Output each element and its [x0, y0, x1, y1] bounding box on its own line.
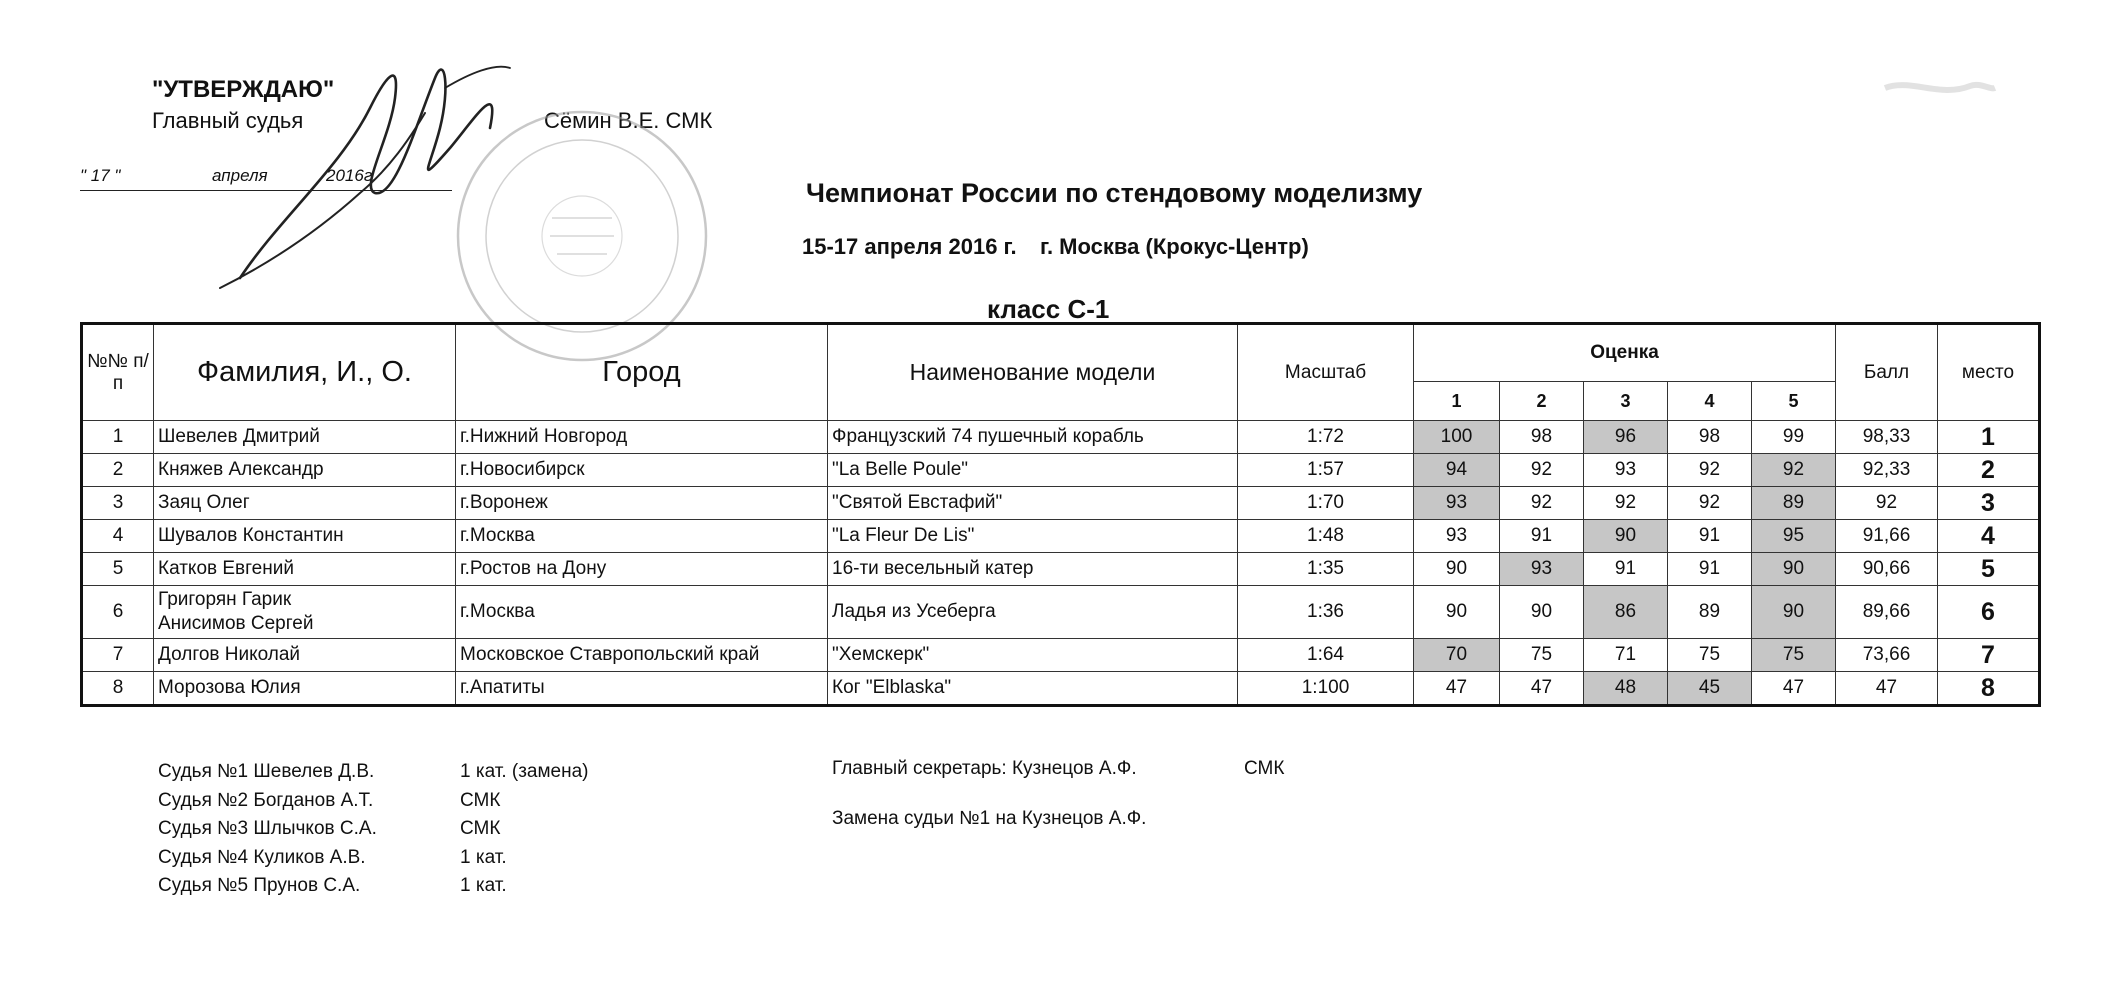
judge-score: 90 — [1584, 520, 1668, 553]
header-score-col: 1 — [1414, 382, 1500, 421]
judge-score: 92 — [1668, 454, 1752, 487]
participant-city: г.Нижний Новгород — [456, 421, 828, 454]
header-name: Фамилия, И., О. — [154, 324, 456, 421]
participant-city: г.Москва — [456, 586, 828, 639]
judge-row — [158, 815, 618, 844]
table-row — [82, 586, 2040, 639]
judge-score: 89 — [1752, 487, 1836, 520]
participant-name — [154, 553, 456, 586]
judge-row — [158, 787, 618, 816]
row-number: 4 — [82, 520, 154, 553]
table-row — [82, 553, 2040, 586]
judge-qualification: 1 кат. — [460, 875, 507, 896]
header-score-col: 5 — [1752, 382, 1836, 421]
signature-icon — [200, 18, 530, 318]
participant-name-line: Шувалов Константин — [158, 525, 344, 546]
header-num: №№ п/п — [82, 324, 154, 421]
judge-score: 92 — [1584, 487, 1668, 520]
participant-name — [154, 520, 456, 553]
model-scale: 1:57 — [1238, 454, 1414, 487]
header-city: Город — [456, 324, 828, 421]
participant-name-line: Катков Евгений — [158, 558, 294, 579]
judge-qualification: СМК — [460, 818, 501, 839]
participant-name — [154, 454, 456, 487]
judge-score: 92 — [1668, 487, 1752, 520]
total-points: 91,66 — [1836, 520, 1938, 553]
total-points: 89,66 — [1836, 586, 1938, 639]
judge-score: 93 — [1414, 520, 1500, 553]
table-row — [82, 487, 2040, 520]
participant-city: г.Новосибирск — [456, 454, 828, 487]
judge-score: 95 — [1752, 520, 1836, 553]
model-name: Французский 74 пушечный корабль — [828, 421, 1238, 454]
total-points: 98,33 — [1836, 421, 1938, 454]
judge-score: 48 — [1584, 672, 1668, 706]
final-place: 6 — [1938, 586, 2040, 639]
judge-score: 93 — [1500, 553, 1584, 586]
judge-score: 47 — [1414, 672, 1500, 706]
row-number: 8 — [82, 672, 154, 706]
total-points: 90,66 — [1836, 553, 1938, 586]
secretary-label: Главный секретарь: Кузнецов А.Ф. — [832, 758, 1137, 779]
event-dates: 15-17 апреля 2016 г. — [802, 234, 1017, 259]
judges-list — [158, 758, 618, 901]
judge-score: 75 — [1668, 639, 1752, 672]
model-scale: 1:35 — [1238, 553, 1414, 586]
participant-name-line: Заяц Олег — [158, 492, 250, 513]
judge-qualification: 1 кат. (замена) — [460, 761, 589, 782]
results-body — [82, 421, 2040, 706]
approval-role: Главный судья — [152, 108, 304, 133]
judge-score: 90 — [1752, 553, 1836, 586]
judge-name: Судья №1 Шевелев Д.В. — [158, 761, 375, 782]
model-scale: 1:48 — [1238, 520, 1414, 553]
judge-score: 93 — [1414, 487, 1500, 520]
judge-score: 90 — [1752, 586, 1836, 639]
model-name: "Святой Евстафий" — [828, 487, 1238, 520]
results-table — [80, 322, 2041, 707]
judge-score: 99 — [1752, 421, 1836, 454]
total-points: 47 — [1836, 672, 1938, 706]
judge-name: Судья №4 Куликов А.В. — [158, 846, 366, 868]
participant-name-line: Шевелев Дмитрий — [158, 426, 320, 447]
participant-city: г.Ростов на Дону — [456, 553, 828, 586]
approval-day: " 17 " — [80, 166, 121, 185]
participant-name — [154, 586, 456, 639]
final-place: 5 — [1938, 553, 2040, 586]
judge-score: 70 — [1414, 639, 1500, 672]
judge-score: 92 — [1500, 454, 1584, 487]
judge-score: 89 — [1668, 586, 1752, 639]
header-scale: Масштаб — [1238, 324, 1414, 421]
judge-score: 90 — [1414, 553, 1500, 586]
participant-name-line: Долгов Николай — [158, 644, 301, 665]
table-row — [82, 421, 2040, 454]
header-score: Оценка — [1414, 324, 1836, 382]
participant-city: Московское Ставропольский край — [456, 639, 828, 672]
participant-name — [154, 672, 456, 706]
judge-score: 47 — [1752, 672, 1836, 706]
table-row — [82, 672, 2040, 706]
total-points: 92,33 — [1836, 454, 1938, 487]
event-city: г. Москва (Крокус-Центр) — [1040, 234, 1309, 259]
row-number: 2 — [82, 454, 154, 487]
judge-score: 75 — [1500, 639, 1584, 672]
judge-name: Судья №3 Шлычков С.А. — [158, 818, 377, 839]
judge-score: 96 — [1584, 421, 1668, 454]
event-title: Чемпионат России по стендовому моделизму — [806, 178, 1423, 208]
model-scale: 1:100 — [1238, 672, 1414, 706]
model-scale: 1:72 — [1238, 421, 1414, 454]
final-place: 8 — [1938, 672, 2040, 706]
final-place: 2 — [1938, 454, 2040, 487]
judge-score: 92 — [1500, 487, 1584, 520]
judge-score: 71 — [1584, 639, 1668, 672]
judge-row — [158, 844, 618, 873]
row-number: 3 — [82, 487, 154, 520]
participant-name-line: Анисимов Сергей — [158, 613, 314, 634]
final-place: 3 — [1938, 487, 2040, 520]
row-number: 6 — [82, 586, 154, 639]
participant-name-line: Морозова Юлия — [158, 677, 301, 698]
participant-name — [154, 487, 456, 520]
participant-city: г.Воронеж — [456, 487, 828, 520]
judge-score: 91 — [1500, 520, 1584, 553]
header-model: Наименование модели — [828, 324, 1238, 421]
participant-city: г.Москва — [456, 520, 828, 553]
participant-name — [154, 639, 456, 672]
header-score-col: 4 — [1668, 382, 1752, 421]
model-name: Ладья из Усеберга — [828, 586, 1238, 639]
judge-score: 86 — [1584, 586, 1668, 639]
judge-score: 92 — [1752, 454, 1836, 487]
final-place: 7 — [1938, 639, 2040, 672]
approval-title: "УТВЕРЖДАЮ" — [152, 76, 335, 103]
model-name: "La Belle Poule" — [828, 454, 1238, 487]
total-points: 92 — [1836, 487, 1938, 520]
judge-score: 91 — [1668, 553, 1752, 586]
approval-month: апреля — [212, 166, 268, 185]
judge-row — [158, 758, 618, 787]
model-scale: 1:70 — [1238, 487, 1414, 520]
model-scale: 1:36 — [1238, 586, 1414, 639]
judge-score: 100 — [1414, 421, 1500, 454]
header-points: Балл — [1836, 324, 1938, 421]
judge-replacement-note: Замена судьи №1 на Кузнецов А.Ф. — [832, 808, 1147, 829]
model-scale: 1:64 — [1238, 639, 1414, 672]
table-row — [82, 520, 2040, 553]
approval-name: Сёмин В.Е. СМК — [544, 108, 713, 133]
header-score-col: 3 — [1584, 382, 1668, 421]
final-place: 1 — [1938, 421, 2040, 454]
participant-name — [154, 421, 456, 454]
table-row — [82, 454, 2040, 487]
participant-city: г.Апатиты — [456, 672, 828, 706]
judge-score: 91 — [1584, 553, 1668, 586]
judge-qualification: 1 кат. — [460, 846, 507, 868]
judge-score: 47 — [1500, 672, 1584, 706]
smudge-mark — [1880, 68, 2000, 108]
header-score-col: 2 — [1500, 382, 1584, 421]
row-number: 7 — [82, 639, 154, 672]
participant-name-line: Княжев Александр — [158, 459, 324, 480]
judge-score: 90 — [1500, 586, 1584, 639]
secretary-title: СМК — [1244, 758, 1285, 779]
judge-score: 98 — [1668, 421, 1752, 454]
model-name: Ког "Elblaska" — [828, 672, 1238, 706]
judge-score: 75 — [1752, 639, 1836, 672]
judge-score: 45 — [1668, 672, 1752, 706]
final-place: 4 — [1938, 520, 2040, 553]
model-name: "La Fleur De Lis" — [828, 520, 1238, 553]
approval-year: 2016г. — [326, 166, 377, 185]
judge-score: 93 — [1584, 454, 1668, 487]
judge-score: 98 — [1500, 421, 1584, 454]
judge-score: 91 — [1668, 520, 1752, 553]
judge-name: Судья №2 Богданов А.Т. — [158, 789, 374, 811]
model-name: "Хемскерк" — [828, 639, 1238, 672]
header-place: место — [1938, 324, 2040, 421]
judge-row — [158, 872, 618, 901]
participant-name-line: Григорян Гарик — [158, 589, 292, 610]
judge-score: 94 — [1414, 454, 1500, 487]
row-number: 5 — [82, 553, 154, 586]
judge-name: Судья №5 Прунов С.А. — [158, 875, 361, 896]
model-name: 16-ти весельный катер — [828, 553, 1238, 586]
class-label: класс С-1 — [987, 294, 1110, 324]
judge-score: 90 — [1414, 586, 1500, 639]
judge-qualification: СМК — [460, 789, 501, 811]
table-row — [82, 639, 2040, 672]
total-points: 73,66 — [1836, 639, 1938, 672]
row-number: 1 — [82, 421, 154, 454]
